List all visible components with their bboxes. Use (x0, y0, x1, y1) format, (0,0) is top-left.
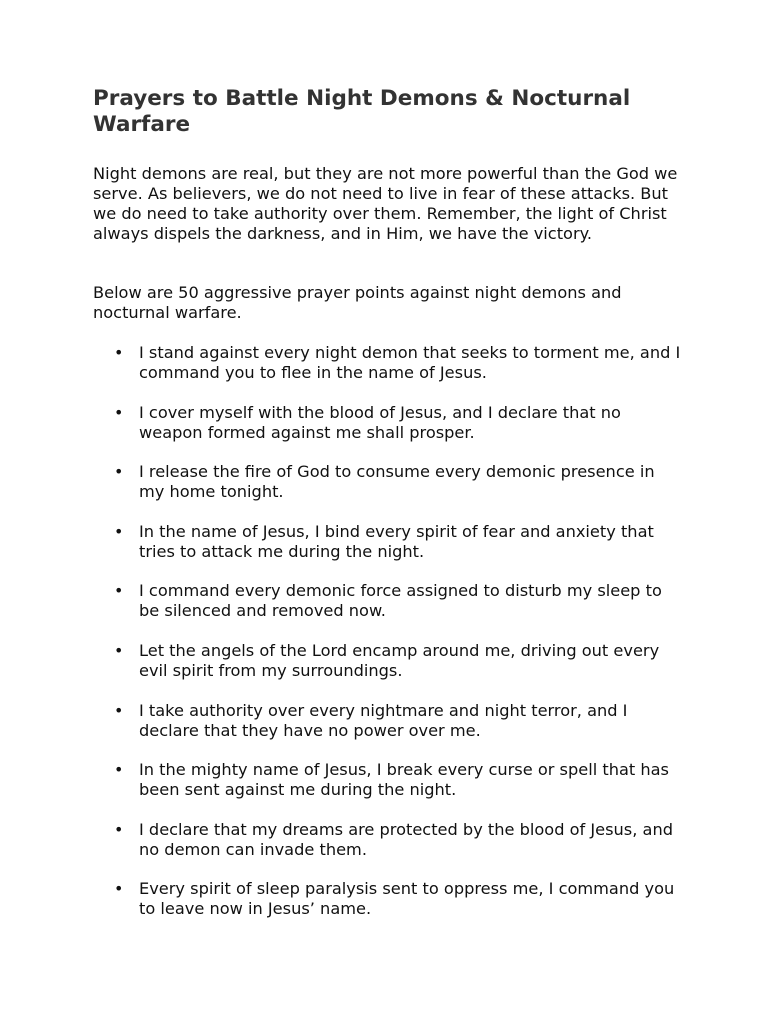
intro-paragraph: Night demons are real, but they are not more powerful than the God we serve. As believers, we do not need to live in fear of these attacks. But we do need to take authority over them. Remember, the light of Christ always dispels the darkness, and in Him, we have the victory. (93, 164, 678, 243)
prayer-text: I take authority over every nightmare and night terror, and I declare that they have no power over me. (139, 700, 628, 740)
bullet-icon: • (114, 640, 124, 660)
prayer-text: In the mighty name of Jesus, I break every curse or spell that has been sent against me during the night. (139, 760, 669, 800)
bullet-icon: • (114, 581, 124, 601)
prayer-text: I release the fire of God to consume every demonic presence in my home tonight. (139, 462, 655, 502)
bullet-icon: • (114, 462, 124, 482)
prayer-text: I declare that my dreams are protected by the blood of Jesus, and no demon can invade them. (139, 819, 673, 859)
list-item (0, 581, 768, 641)
list-item (0, 462, 768, 522)
bullet-icon: • (114, 402, 124, 422)
list-item (0, 403, 768, 463)
prayer-text: In the name of Jesus, I bind every spirit of fear and anxiety that tries to attack me during the night. (139, 521, 654, 561)
bullet-icon: • (114, 879, 124, 899)
prayer-list (0, 343, 768, 939)
list-item (0, 641, 768, 701)
document-title: Prayers to Battle Night Demons & Nocturnal Warfare (93, 86, 631, 137)
list-item (0, 522, 768, 582)
prayer-text: Let the angels of the Lord encamp around me, driving out every evil spirit from my surroundings. (139, 640, 660, 680)
list-item (0, 820, 768, 880)
bullet-icon: • (114, 819, 124, 839)
prayer-text: Every spirit of sleep paralysis sent to oppress me, I command you to leave now in Jesus’ name. (139, 879, 675, 919)
list-item (0, 343, 768, 403)
list-item (0, 879, 768, 939)
prayer-text: I cover myself with the blood of Jesus, and I declare that no weapon formed against me shall prosper. (139, 402, 621, 442)
bullet-icon: • (114, 343, 124, 362)
list-item (0, 760, 768, 820)
bullet-icon: • (114, 521, 124, 541)
prayer-text: I stand against every night demon that seeks to torment me, and I command you to flee in the name of Jesus. (139, 343, 681, 382)
bullet-icon: • (114, 760, 124, 780)
lead-in-paragraph: Below are 50 aggressive prayer points against night demons and nocturnal warfare. (93, 283, 622, 322)
list-item (0, 701, 768, 761)
prayer-text: I command every demonic force assigned to disturb my sleep to be silenced and removed now. (139, 581, 662, 621)
bullet-icon: • (114, 700, 124, 720)
